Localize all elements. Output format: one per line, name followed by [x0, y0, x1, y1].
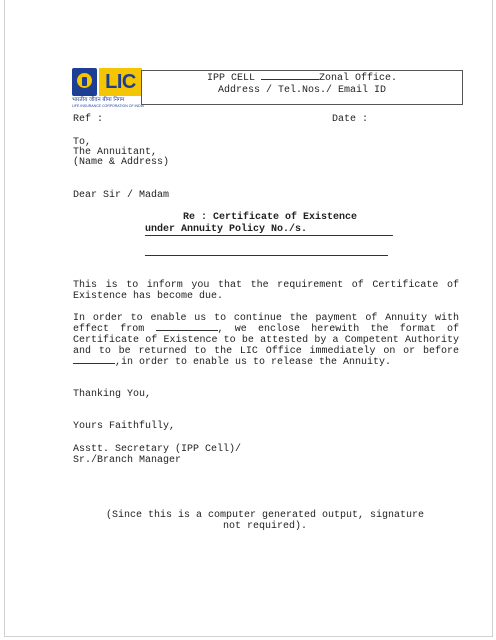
lic-emblem-icon — [72, 68, 97, 96]
header-line-1 — [142, 73, 462, 85]
office-header-box — [141, 70, 463, 105]
policy-number-underline — [145, 235, 393, 236]
thanking-text: Thanking You, — [73, 389, 152, 400]
zonal-office-blank — [261, 79, 319, 80]
recipient-line-3: (Name & Address) — [73, 157, 170, 168]
header-zonal-office: Zonal Office. — [319, 73, 398, 84]
effect-from-date-blank — [156, 330, 218, 331]
logo-text: LIC — [99, 68, 142, 96]
paragraph-annuity-instructions — [73, 313, 459, 368]
header-ipp-cell: IPP CELL — [206, 73, 255, 84]
policy-number-blank-line — [145, 255, 388, 256]
paragraph2-part3: ,in order to enable us to release the Annuity. — [115, 357, 392, 368]
signatory-line-1: Asstt. Secretary (IPP Cell)/ — [73, 444, 242, 455]
logo-english-text: LIFE INSURANCE CORPORATION OF INDIA — [72, 104, 144, 108]
date-label: Date : — [332, 114, 369, 125]
logo-hindi-text: भारतीय जीवन बीमा निगम — [72, 97, 125, 103]
lic-logo — [72, 68, 142, 110]
header-line-2: Address / Tel.Nos./ Email ID — [217, 85, 387, 96]
paragraph2-part2: , we enclose herewith the format of Certificate of Existence to be attested by a Competent Authority and to be returned to the LIC Office immediately on or before — [73, 324, 459, 357]
paragraph2-part1: In order to enable us to continue the payment of Annuity with effect from — [73, 313, 459, 335]
subject-line-2: under Annuity Policy No./s. — [145, 224, 308, 235]
paragraph-certificate-due: This is to inform you that the requirement of Certificate of Existence has become due. — [73, 280, 459, 302]
computer-generated-note: (Since this is a computer generated output, signature not required). — [105, 510, 425, 532]
recipient-line-2: The Annuitant, — [73, 147, 158, 158]
salutation: Dear Sir / Madam — [73, 190, 170, 201]
recipient-line-1: To, — [73, 137, 92, 148]
closing-text: Yours Faithfully, — [73, 421, 176, 432]
return-by-date-blank — [73, 363, 115, 364]
signatory-line-2: Sr./Branch Manager — [73, 455, 182, 466]
subject-line-1: Re : Certificate of Existence — [183, 212, 358, 223]
ref-label: Ref : — [73, 114, 104, 125]
